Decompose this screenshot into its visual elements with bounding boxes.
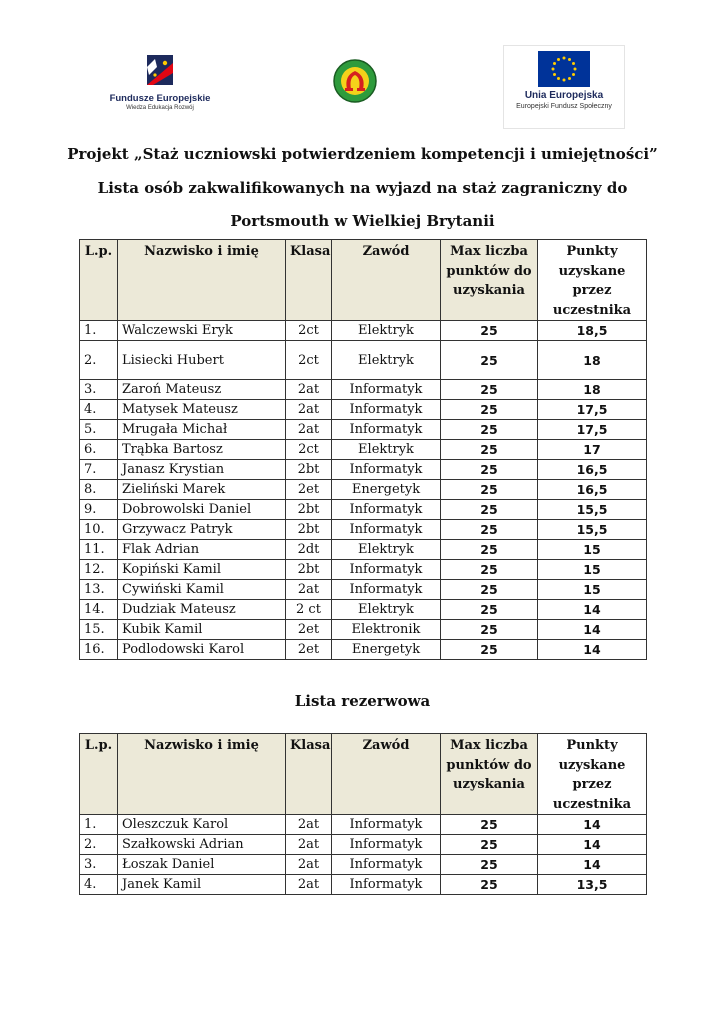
row-name: Kopiński Kamil: [118, 560, 286, 580]
row-points: 17: [538, 440, 647, 460]
table-row: [80, 500, 647, 520]
ue-logo-subtitle: Europejski Fundusz Społeczny: [516, 103, 612, 110]
row-job: Informatyk: [332, 855, 441, 875]
row-job: Informatyk: [332, 380, 441, 400]
row-class: 2at: [286, 855, 332, 875]
row-name: Dudziak Mateusz: [118, 600, 286, 620]
unia-europejska-logo: [503, 45, 625, 129]
row-lp: 1.: [80, 321, 118, 341]
table-row: [80, 400, 647, 420]
row-name: Kubik Kamil: [118, 620, 286, 640]
row-class: 2at: [286, 580, 332, 600]
row-class: 2ct: [286, 440, 332, 460]
row-name: Janasz Krystian: [118, 460, 286, 480]
row-max-points: 25: [441, 875, 538, 895]
row-name: Szałkowski Adrian: [118, 835, 286, 855]
row-name: Łoszak Daniel: [118, 855, 286, 875]
row-class: 2at: [286, 835, 332, 855]
row-max-points: 25: [441, 835, 538, 855]
header-lp: L.p.: [80, 240, 118, 321]
row-name: Podlodowski Karol: [118, 640, 286, 660]
row-class: 2at: [286, 380, 332, 400]
row-lp: 15.: [80, 620, 118, 640]
row-max-points: 25: [441, 580, 538, 600]
row-name: Zieliński Marek: [118, 480, 286, 500]
row-lp: 2.: [80, 341, 118, 380]
row-lp: 4.: [80, 400, 118, 420]
row-lp: 13.: [80, 580, 118, 600]
row-job: Elektryk: [332, 540, 441, 560]
row-name: Dobrowolski Daniel: [118, 500, 286, 520]
table-row: [80, 380, 647, 400]
header-name: Nazwisko i imię: [118, 240, 286, 321]
table-row: [80, 420, 647, 440]
row-job: Informatyk: [332, 580, 441, 600]
row-points: 13,5: [538, 875, 647, 895]
project-title: Projekt „Staż uczniowski potwierdzeniem kompetencji i umiejętności”: [67, 145, 658, 163]
reserve-table: [79, 733, 647, 895]
fe-flag-icon: [143, 53, 177, 89]
header-max: Max liczba punktów do uzyskania: [441, 240, 538, 321]
header-class: Klasa: [286, 240, 332, 321]
table-row: [80, 460, 647, 480]
row-name: Trąbka Bartosz: [118, 440, 286, 460]
row-class: 2at: [286, 420, 332, 440]
row-lp: 14.: [80, 600, 118, 620]
row-lp: 6.: [80, 440, 118, 460]
table-row: [80, 815, 647, 835]
row-lp: 10.: [80, 520, 118, 540]
row-points: 17,5: [538, 420, 647, 440]
row-job: Elektryk: [332, 440, 441, 460]
row-points: 18,5: [538, 321, 647, 341]
row-points: 15: [538, 540, 647, 560]
row-lp: 4.: [80, 875, 118, 895]
qualified-table-body: [80, 321, 647, 660]
row-max-points: 25: [441, 420, 538, 440]
row-max-points: 25: [441, 640, 538, 660]
header-lp: L.p.: [80, 734, 118, 815]
row-lp: 3.: [80, 855, 118, 875]
row-lp: 12.: [80, 560, 118, 580]
reserve-table-body: [80, 815, 647, 895]
row-job: Informatyk: [332, 560, 441, 580]
row-points: 14: [538, 600, 647, 620]
row-class: 2bt: [286, 560, 332, 580]
row-job: Informatyk: [332, 835, 441, 855]
fundusze-europejskie-logo: [105, 53, 215, 125]
row-job: Informatyk: [332, 420, 441, 440]
row-points: 14: [538, 835, 647, 855]
row-lp: 11.: [80, 540, 118, 560]
fe-logo-title: Fundusze Europejskie: [109, 93, 211, 104]
row-lp: 9.: [80, 500, 118, 520]
table-row: [80, 480, 647, 500]
row-max-points: 25: [441, 620, 538, 640]
row-max-points: 25: [441, 855, 538, 875]
row-class: 2et: [286, 480, 332, 500]
logo-bar: [0, 40, 725, 135]
list-title-line1: Lista osób zakwalifikowanych na wyjazd na staż zagraniczny do: [97, 179, 628, 197]
table-row: [80, 560, 647, 580]
row-class: 2dt: [286, 540, 332, 560]
row-max-points: 25: [441, 400, 538, 420]
row-max-points: 25: [441, 460, 538, 480]
row-name: Flak Adrian: [118, 540, 286, 560]
row-max-points: 25: [441, 560, 538, 580]
row-job: Energetyk: [332, 640, 441, 660]
table-header-row: [80, 734, 647, 815]
table-row: [80, 855, 647, 875]
row-class: 2at: [286, 815, 332, 835]
row-job: Elektryk: [332, 341, 441, 380]
row-points: 17,5: [538, 400, 647, 420]
row-name: Cywiński Kamil: [118, 580, 286, 600]
header-class: Klasa: [286, 734, 332, 815]
header-max: Max liczba punktów do uzyskania: [441, 734, 538, 815]
row-name: Grzywacz Patryk: [118, 520, 286, 540]
table-row: [80, 520, 647, 540]
row-name: Walczewski Eryk: [118, 321, 286, 341]
row-class: 2bt: [286, 460, 332, 480]
reserve-list-title: Lista rezerwowa: [294, 692, 431, 710]
row-class: 2et: [286, 620, 332, 640]
qualified-table: [79, 239, 647, 660]
header-points: Punkty uzyskane przez uczestnika: [538, 734, 647, 815]
header-points: Punkty uzyskane przez uczestnika: [538, 240, 647, 321]
row-points: 15,5: [538, 500, 647, 520]
table-row: [80, 321, 647, 341]
row-lp: 8.: [80, 480, 118, 500]
fe-logo-subtitle: Wiedza Edukacja Rozwój: [126, 105, 194, 111]
row-class: 2bt: [286, 520, 332, 540]
row-job: Informatyk: [332, 400, 441, 420]
row-name: Mrugała Michał: [118, 420, 286, 440]
table-row: [80, 580, 647, 600]
row-class: 2bt: [286, 500, 332, 520]
table-row: [80, 540, 647, 560]
row-class: 2at: [286, 400, 332, 420]
table-row: [80, 620, 647, 640]
row-max-points: 25: [441, 500, 538, 520]
ue-logo-title: Unia Europejska: [524, 90, 604, 101]
row-job: Elektronik: [332, 620, 441, 640]
row-job: Informatyk: [332, 815, 441, 835]
row-job: Elektryk: [332, 600, 441, 620]
table-row: [80, 440, 647, 460]
row-lp: 16.: [80, 640, 118, 660]
table-row: [80, 640, 647, 660]
table-row: [80, 600, 647, 620]
row-points: 16,5: [538, 480, 647, 500]
row-max-points: 25: [441, 600, 538, 620]
row-max-points: 25: [441, 380, 538, 400]
school-emblem: [332, 58, 378, 104]
row-points: 15: [538, 560, 647, 580]
row-lp: 2.: [80, 835, 118, 855]
row-points: 16,5: [538, 460, 647, 480]
row-job: Informatyk: [332, 460, 441, 480]
table-header-row: [80, 240, 647, 321]
row-points: 14: [538, 620, 647, 640]
row-job: Informatyk: [332, 875, 441, 895]
row-max-points: 25: [441, 480, 538, 500]
row-class: 2et: [286, 640, 332, 660]
row-max-points: 25: [441, 341, 538, 380]
eu-flag-icon: [538, 51, 590, 87]
row-max-points: 25: [441, 540, 538, 560]
row-points: 15: [538, 580, 647, 600]
row-name: Matysek Mateusz: [118, 400, 286, 420]
row-job: Energetyk: [332, 480, 441, 500]
row-job: Elektryk: [332, 321, 441, 341]
school-emblem-icon: [332, 58, 378, 104]
row-max-points: 25: [441, 321, 538, 341]
header-job: Zawód: [332, 240, 441, 321]
row-max-points: 25: [441, 520, 538, 540]
row-job: Informatyk: [332, 500, 441, 520]
row-class: 2ct: [286, 341, 332, 380]
row-lp: 3.: [80, 380, 118, 400]
table-row: [80, 875, 647, 895]
row-name: Oleszczuk Karol: [118, 815, 286, 835]
header-job: Zawód: [332, 734, 441, 815]
row-max-points: 25: [441, 815, 538, 835]
row-lp: 7.: [80, 460, 118, 480]
row-class: 2ct: [286, 321, 332, 341]
row-class: 2at: [286, 875, 332, 895]
table-row: [80, 835, 647, 855]
row-lp: 1.: [80, 815, 118, 835]
row-lp: 5.: [80, 420, 118, 440]
row-class: 2 ct: [286, 600, 332, 620]
table-row: [80, 341, 647, 380]
row-points: 14: [538, 815, 647, 835]
row-name: Zaroń Mateusz: [118, 380, 286, 400]
row-points: 18: [538, 380, 647, 400]
row-job: Informatyk: [332, 520, 441, 540]
row-points: 14: [538, 640, 647, 660]
list-title-line2: Portsmouth w Wielkiej Brytanii: [230, 212, 495, 230]
row-name: Janek Kamil: [118, 875, 286, 895]
row-max-points: 25: [441, 440, 538, 460]
row-points: 18: [538, 341, 647, 380]
row-points: 15,5: [538, 520, 647, 540]
header-name: Nazwisko i imię: [118, 734, 286, 815]
row-name: Lisiecki Hubert: [118, 341, 286, 380]
row-points: 14: [538, 855, 647, 875]
